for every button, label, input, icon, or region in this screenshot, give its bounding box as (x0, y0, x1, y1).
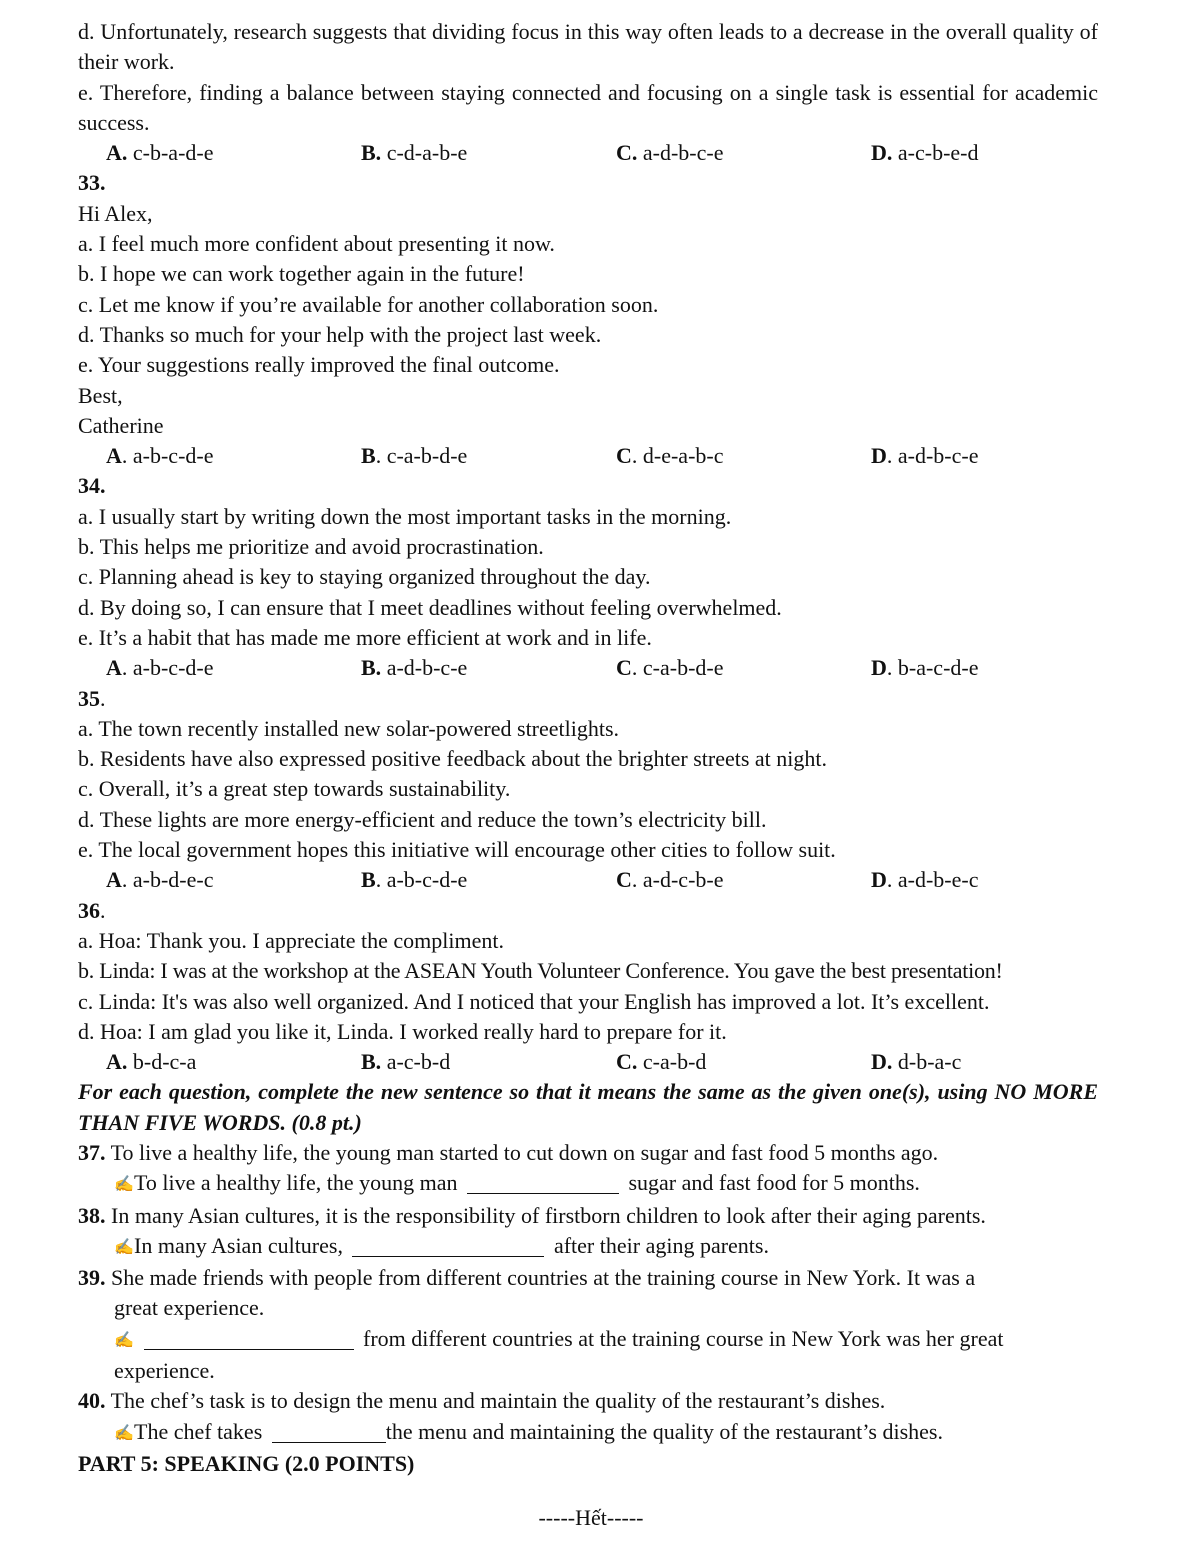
q33-line: c. Let me know if you’re available for another collaboration soon. (78, 291, 659, 317)
q33-options (78, 441, 1098, 471)
q32-option-d[interactable]: D. a-c-b-e-d (871, 140, 979, 166)
q37-answer-blank[interactable] (467, 1171, 619, 1194)
end-mark: -----Hết----- (538, 1505, 644, 1530)
q36-option-b[interactable]: B. a-c-b-d (361, 1049, 451, 1075)
q36-line: b. Linda: I was at the workshop at the ASEAN Youth Volunteer Conference. You gave the best presentation! (78, 958, 1003, 984)
q35-options (78, 865, 1098, 895)
q33-option-a[interactable]: A. a-b-c-d-e (106, 443, 214, 469)
q32-option-c[interactable]: C. a-d-b-c-e (616, 140, 724, 166)
q37-answer-line: ✍To live a healthy life, the young man sugar and fast food for 5 months. (78, 1168, 1098, 1200)
q32-options (78, 138, 1098, 168)
q39-prompt-cont: great experience. (114, 1295, 265, 1321)
q33-option-b[interactable]: B. c-a-b-d-e (361, 443, 468, 469)
q37-number: 37. (78, 1139, 106, 1165)
q34-number: 34. (78, 473, 106, 499)
q35-line: c. Overall, it’s a great step towards sustainability. (78, 776, 511, 802)
q32-option-a[interactable]: A. c-b-a-d-e (106, 140, 214, 166)
q33-line: a. I feel much more confident about presenting it now. (78, 231, 555, 257)
q36-line: d. Hoa: I am glad you like it, Linda. I worked really hard to prepare for it. (78, 1018, 727, 1044)
q35-line: b. Residents have also expressed positive feedback about the brighter streets at night. (78, 746, 828, 772)
q35-option-a[interactable]: A. a-b-d-e-c (106, 867, 214, 893)
q33-line: Best, (78, 382, 123, 408)
q34-option-d[interactable]: D. b-a-c-d-e (871, 655, 979, 681)
q37-prompt: 37. To live a healthy life, the young man started to cut down on sugar and fast food 5 months ago. (78, 1139, 939, 1165)
pen-writing-icon: ✍ (114, 1331, 134, 1349)
q34-line: e. It’s a habit that has made me more efficient at work and in life. (78, 624, 652, 650)
q33-line: d. Thanks so much for your help with the project last week. (78, 321, 602, 347)
q34-line: b. This helps me prioritize and avoid procrastination. (78, 534, 544, 560)
q32-option-b[interactable]: B. c-d-a-b-e (361, 140, 468, 166)
q35-option-c[interactable]: C. a-d-c-b-e (616, 867, 724, 893)
q32-line-e: e. Therefore, finding a balance between staying connected and focusing on a single task is essential for academic success. (78, 79, 1098, 135)
q33-line: Hi Alex, (78, 200, 153, 226)
q33-option-d[interactable]: D. a-d-b-c-e (871, 443, 979, 469)
q35-line: e. The local government hopes this initiative will encourage other cities to follow suit. (78, 837, 836, 863)
q35-option-d[interactable]: D. a-d-b-e-c (871, 867, 979, 893)
q40-answer-blank[interactable] (272, 1420, 386, 1443)
q32-line-d: d. Unfortunately, research suggests that dividing focus in this way often leads to a decrease in the overall quality of their work. (78, 19, 1098, 75)
q38-answer-line: ✍In many Asian cultures, after their aging parents. (78, 1231, 1098, 1263)
q40-prompt: 40. The chef’s task is to design the menu and maintain the quality of the restaurant’s dishes. (78, 1388, 886, 1414)
q36-line: a. Hoa: Thank you. I appreciate the compliment. (78, 927, 505, 953)
q35-line: d. These lights are more energy-efficient and reduce the town’s electricity bill. (78, 806, 767, 832)
q34-option-c[interactable]: C. c-a-b-d-e (616, 655, 724, 681)
q35-line: a. The town recently installed new solar-powered streetlights. (78, 715, 620, 741)
q39-prompt: 39. She made friends with people from different countries at the training course in New York. It was a (78, 1265, 976, 1291)
q35-number: 35. (78, 685, 106, 711)
pen-writing-icon: ✍ (114, 1238, 134, 1256)
q39-answer-cont: experience. (114, 1358, 215, 1384)
q38-prompt: 38. In many Asian cultures, it is the responsibility of firstborn children to look after their aging parents. (78, 1202, 986, 1228)
q36-line: c. Linda: It's was also well organized. And I noticed that your English has improved a lot. It’s excellent. (78, 988, 990, 1014)
q40-answer-line: ✍The chef takes the menu and maintaining the quality of the restaurant’s dishes. (78, 1417, 1098, 1449)
part5-heading: PART 5: SPEAKING (2.0 POINTS) (78, 1450, 415, 1476)
q33-line: b. I hope we can work together again in the future! (78, 261, 525, 287)
q33-line: e. Your suggestions really improved the final outcome. (78, 352, 560, 378)
q38-number: 38. (78, 1202, 106, 1228)
pen-writing-icon: ✍ (114, 1176, 134, 1194)
q33-option-c[interactable]: C. d-e-a-b-c (616, 443, 724, 469)
q38-answer-blank[interactable] (352, 1234, 544, 1257)
q36-options (78, 1047, 1098, 1077)
section-instruction: For each question, complete the new sentence so that it means the same as the given one(s), using NO MORE THAN FIVE WORDS. (0.8 pt.) (78, 1079, 1098, 1135)
q36-option-c[interactable]: C. c-a-b-d (616, 1049, 707, 1075)
q34-options (78, 653, 1098, 683)
pen-writing-icon: ✍ (114, 1424, 134, 1442)
q40-number: 40. (78, 1388, 106, 1414)
q39-answer-line: ✍ from different countries at the training course in New York was her great (78, 1324, 1098, 1356)
q36-option-a[interactable]: A. b-d-c-a (106, 1049, 197, 1075)
q33-line: Catherine (78, 412, 164, 438)
q35-option-b[interactable]: B. a-b-c-d-e (361, 867, 468, 893)
q36-option-d[interactable]: D. d-b-a-c (871, 1049, 962, 1075)
q34-option-a[interactable]: A. a-b-c-d-e (106, 655, 214, 681)
q39-number: 39. (78, 1265, 106, 1291)
q34-line: a. I usually start by writing down the most important tasks in the morning. (78, 503, 732, 529)
q39-answer-blank[interactable] (144, 1327, 354, 1350)
q34-line: c. Planning ahead is key to staying organized throughout the day. (78, 564, 651, 590)
q34-option-b[interactable]: B. a-d-b-c-e (361, 655, 468, 681)
q33-number: 33. (78, 170, 106, 196)
q36-number: 36. (78, 897, 106, 923)
q34-line: d. By doing so, I can ensure that I meet deadlines without feeling overwhelmed. (78, 594, 782, 620)
